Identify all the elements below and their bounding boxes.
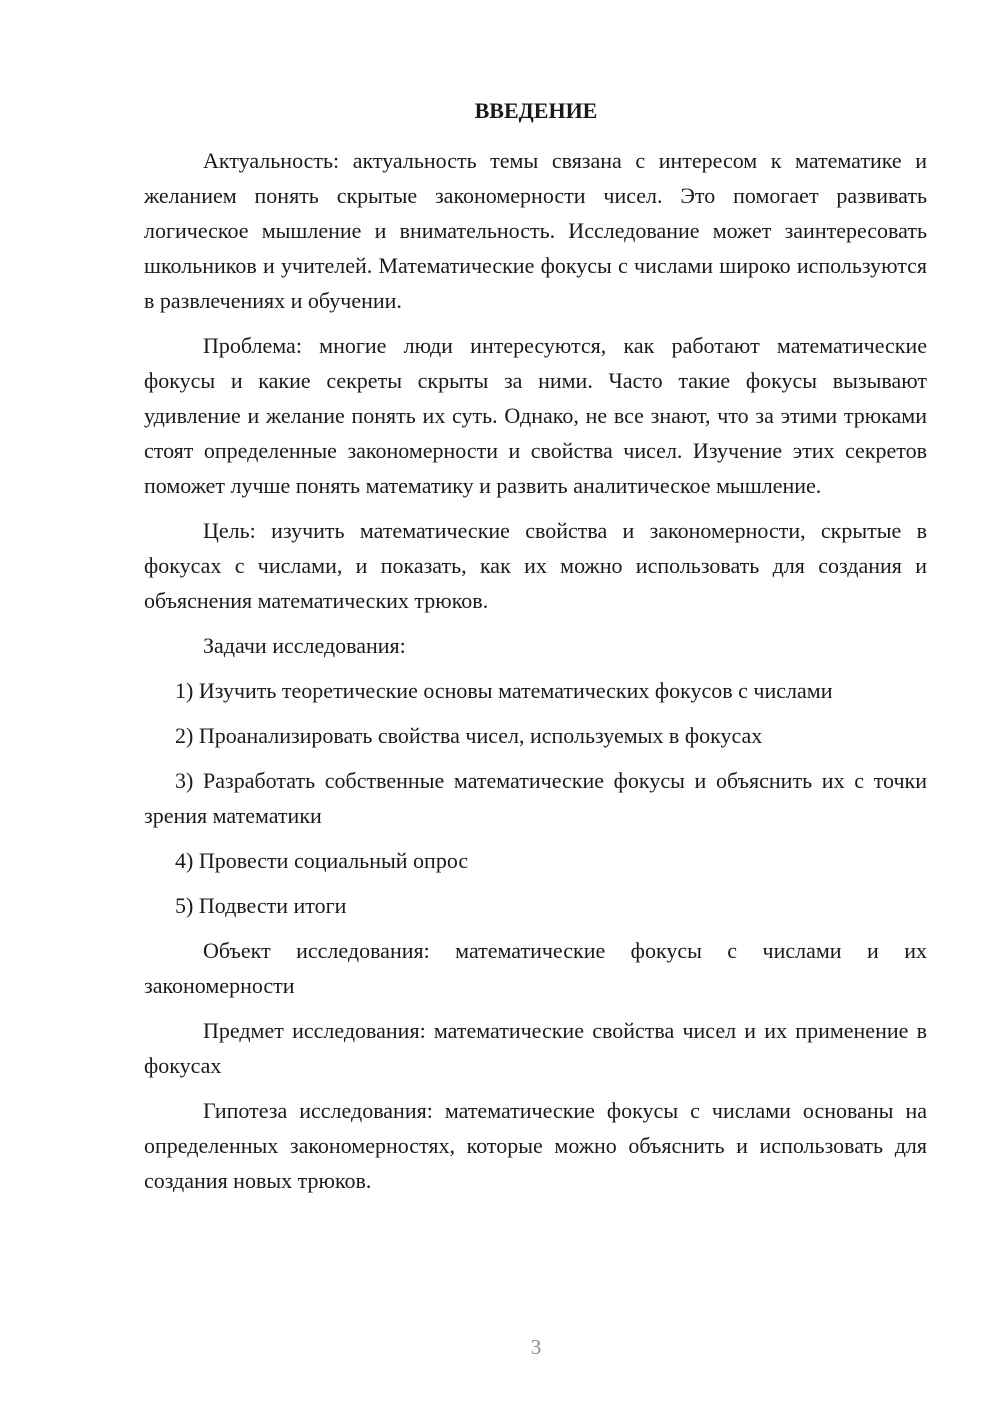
relevance-paragraph: Актуальность: актуальность темы связана с интересом к математике и желанием понять скрытые закономерности чисел. Это помогает развивать логическое мышление и внимательность. Исследование может заинтересовать школьников и учителей. Математические фокусы с числами широко используются в развлечениях и обучении. — [144, 148, 927, 313]
tasks-heading: Задачи исследования: — [203, 633, 406, 658]
problem-paragraph: Проблема: многие люди интересуются, как работают математические фокусы и какие секреты скрыты за ними. Часто такие фокусы вызывают удивление и желание понять их суть. Однако, не все знают, что за этими трюками стоят определенные закономерности и свойства чисел. Изучение этих секретов поможет лучше понять математику и развить аналитическое мышление. — [144, 333, 927, 498]
task-item-5: 5) Подвести итоги — [175, 893, 347, 918]
task-item-2: 2) Проанализировать свойства чисел, используемых в фокусах — [175, 723, 763, 748]
task-item-1: 1) Изучить теоретические основы математических фокусов с числами — [175, 678, 833, 703]
page-number: 3 — [530, 1335, 542, 1359]
page-title: ВВЕДЕНИЕ — [474, 98, 598, 123]
hypothesis-paragraph: Гипотеза исследования: математические фокусы с числами основаны на определенных закономерностях, которые можно объяснить и использовать для создания новых трюков. — [144, 1098, 927, 1193]
document-body — [144, 143, 927, 1208]
task-item-4: 4) Провести социальный опрос — [175, 848, 469, 873]
task-item-3: 3) Разработать собственные математические фокусы и объяснить их с точки зрения математики — [144, 768, 927, 828]
object-paragraph: Объект исследования: математические фокусы с числами и их закономерности — [144, 938, 927, 998]
goal-paragraph: Цель: изучить математические свойства и закономерности, скрытые в фокусах с числами, и показать, как их можно использовать для создания и объяснения математических трюков. — [144, 518, 927, 613]
subject-paragraph: Предмет исследования: математические свойства чисел и их применение в фокусах — [144, 1018, 927, 1078]
